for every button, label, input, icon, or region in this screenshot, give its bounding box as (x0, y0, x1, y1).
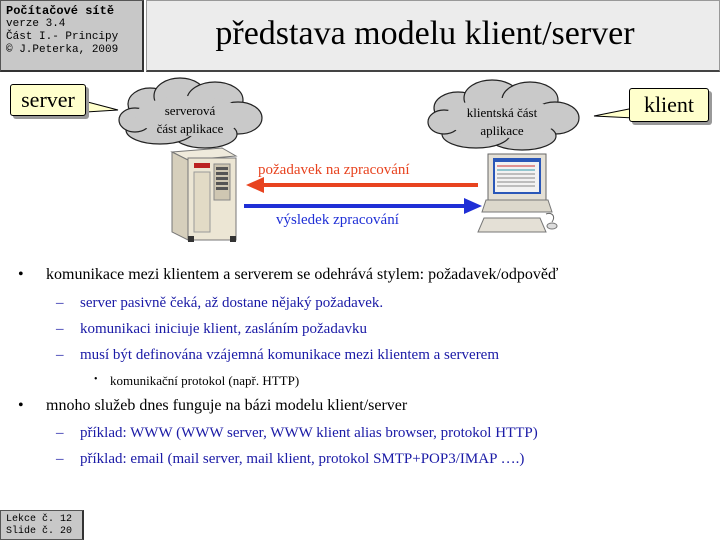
course-version: verze 3.4 (6, 18, 66, 30)
bullet-mark: • (18, 266, 24, 283)
bullet-text: komunikace mezi klientem a serverem se odehrává stylem: požadavek/odpověď (46, 266, 559, 283)
bullet-mark: – (56, 451, 64, 467)
client-callout: klient (629, 88, 709, 122)
server-tower-icon (172, 148, 236, 242)
request-arrow (246, 177, 478, 193)
course-title: Počítačové sítě (6, 4, 115, 18)
course-copyright: © J.Peterka, 2009 (6, 44, 119, 56)
bullet-text: komunikaci iniciuje klient, zasláním požadavku (80, 321, 367, 337)
client-callout-pointer (594, 108, 634, 118)
course-part: Část I.- Principy (6, 31, 119, 43)
bullet-mark: – (56, 425, 64, 441)
bullet-mark: – (56, 321, 64, 337)
title-bar (146, 0, 720, 72)
client-computer-icon (478, 154, 557, 232)
lesson-info-box (0, 510, 84, 540)
client-cloud-line-1: klientská část (466, 105, 538, 120)
bullet-mark: • (18, 397, 24, 414)
server-cloud-label (140, 102, 240, 138)
bullet-text: server pasivně čeká, až dostane nějaký požadavek. (80, 295, 384, 311)
slide-number: Slide č. 20 (6, 526, 73, 537)
bullet-text: musí být definována vzájemná komunikace mezi klientem a serverem (80, 347, 500, 363)
server-cloud-line-2: část aplikace (156, 121, 224, 136)
bullet-text: komunikační protokol (např. HTTP) (110, 373, 300, 388)
bullet-text: mnoho služeb dnes funguje na bázi modelu klient/server (46, 397, 408, 414)
bullet-text: příklad: WWW (WWW server, WWW klient alias browser, protokol HTTP) (80, 425, 538, 441)
slide-title: představa modelu klient/server (215, 14, 635, 52)
request-label: požadavek na zpracování (258, 162, 410, 178)
bullet-mark: • (94, 374, 98, 385)
server-callout: server (10, 84, 86, 116)
client-cloud-line-2: aplikace (480, 123, 524, 138)
client-cloud-label (452, 104, 552, 140)
bullet-text: příklad: email (mail server, mail klient, protokol SMTP+POP3/IMAP ….) (80, 451, 525, 467)
response-label: výsledek zpracování (276, 212, 399, 228)
bullet-mark: – (56, 347, 64, 363)
server-cloud-line-1: serverová (164, 103, 216, 118)
bullet-mark: – (56, 295, 64, 311)
lesson-number: Lekce č. 12 (6, 514, 73, 525)
course-info-box (0, 0, 144, 72)
